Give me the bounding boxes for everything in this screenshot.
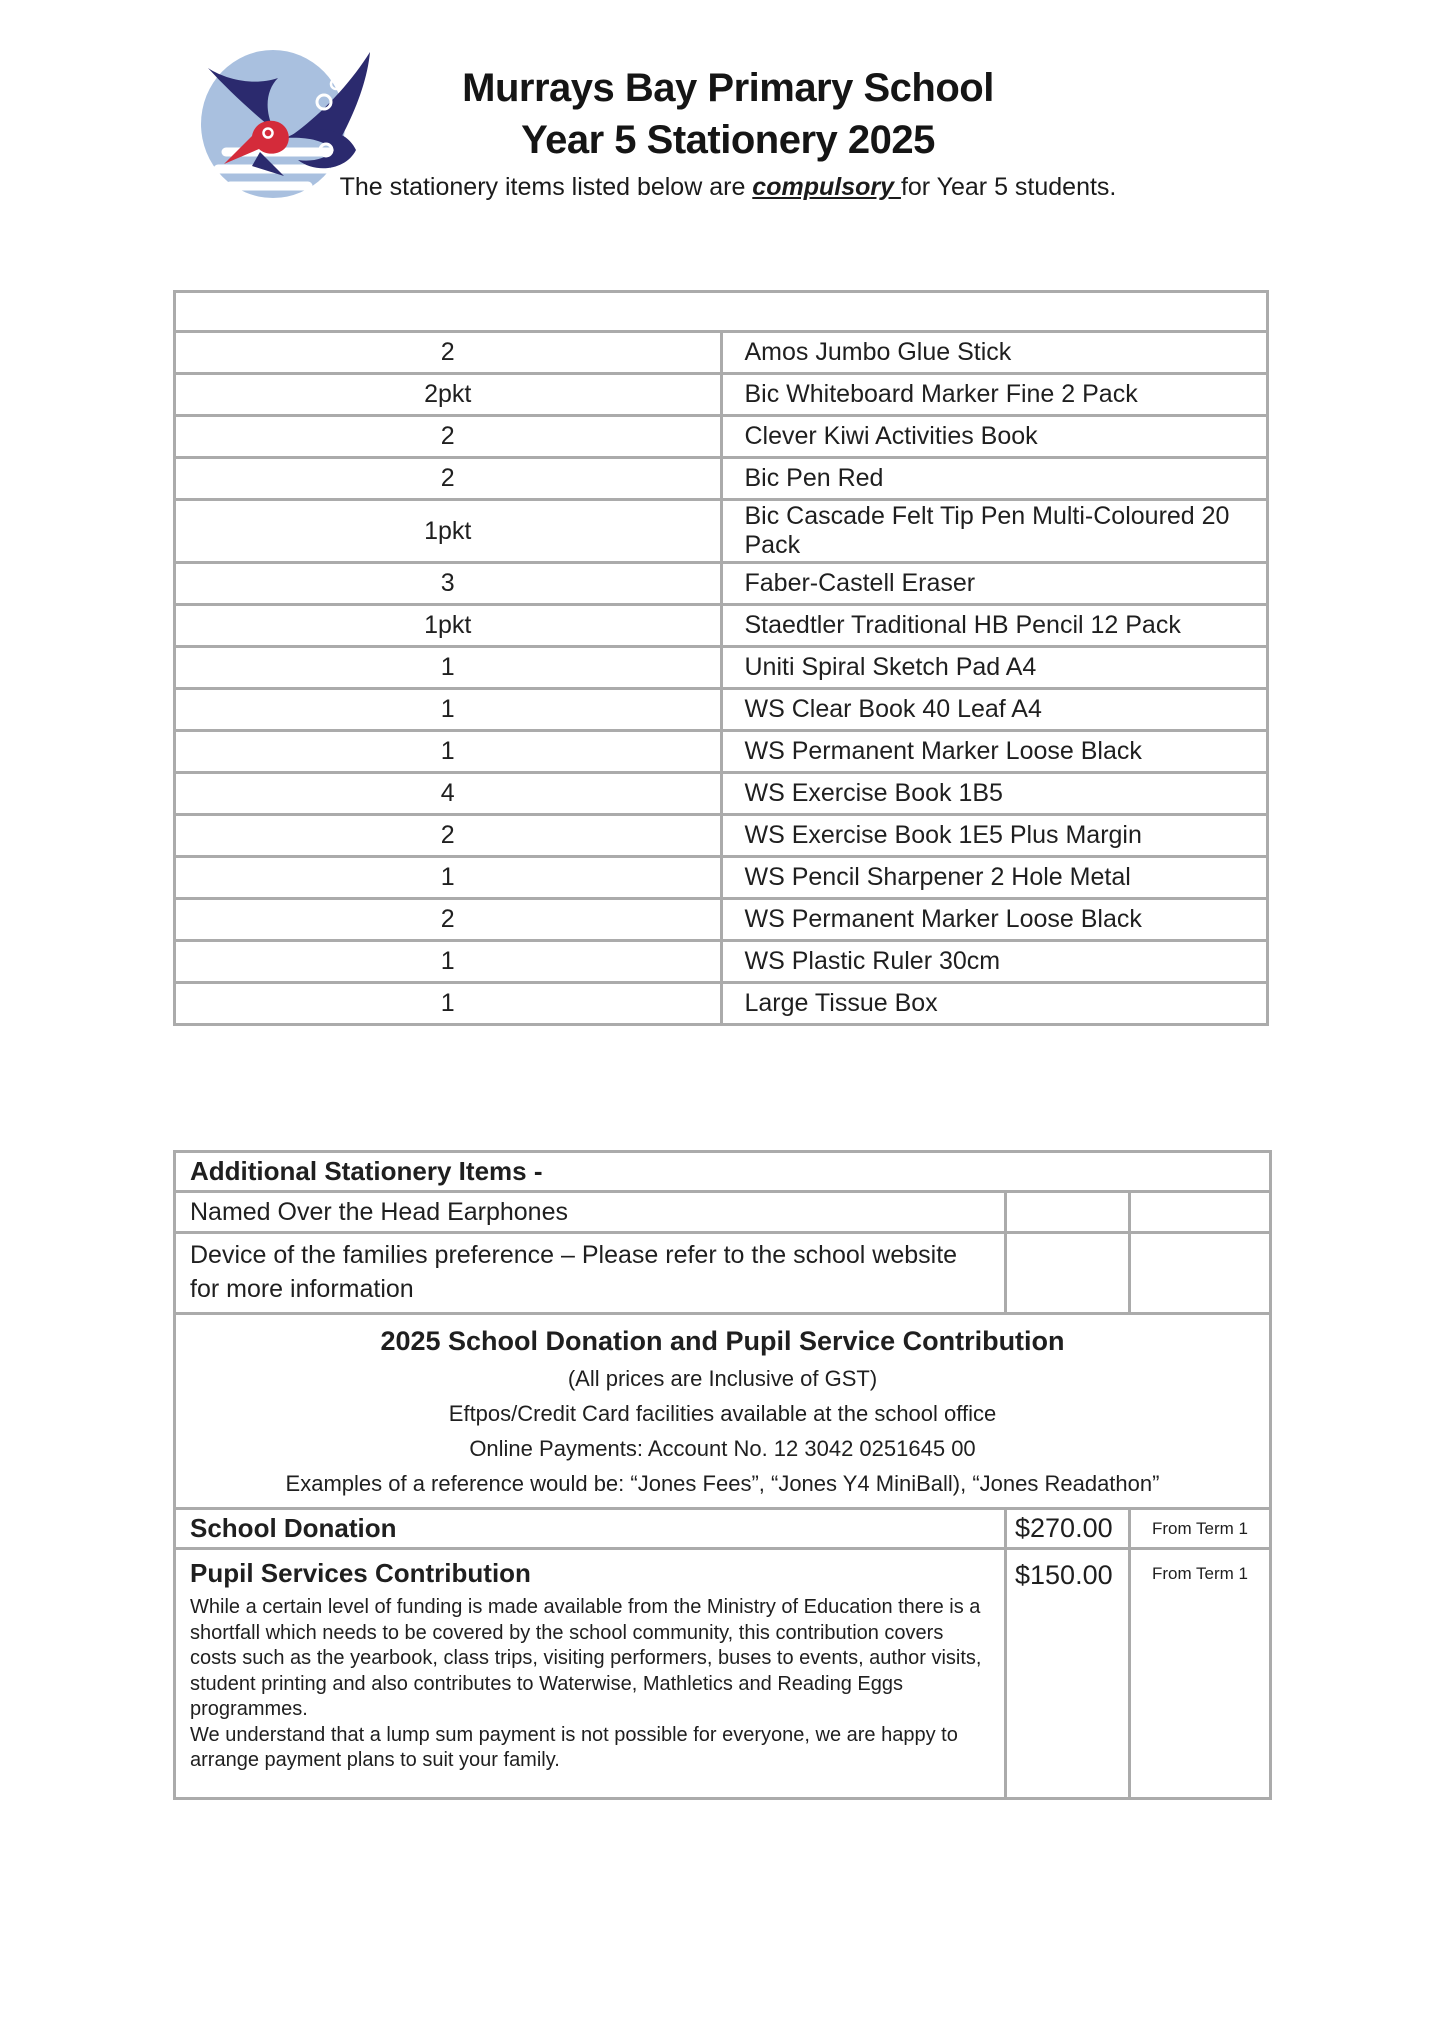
empty-term-cell xyxy=(1130,1233,1271,1314)
donation-line: Eftpos/Credit Card facilities available at the school office xyxy=(448,1401,997,1426)
item-cell: WS Plastic Ruler 30cm xyxy=(721,941,1268,983)
qty-cell: 1 xyxy=(175,941,722,983)
table-row xyxy=(175,500,1268,563)
additional-item-row xyxy=(175,1192,1271,1233)
qty-cell: 1 xyxy=(175,689,722,731)
table-row xyxy=(175,731,1268,773)
page-title-line2: Year 5 Stationery 2025 xyxy=(521,118,935,162)
compulsory-note xyxy=(173,172,1283,202)
qty-cell: 1pkt xyxy=(175,605,722,647)
donation-info-cell xyxy=(175,1314,1271,1509)
item-cell: WS Exercise Book 1E5 Plus Margin xyxy=(721,815,1268,857)
additional-item-cell: Device of the families preference – Please refer to the school website for more information xyxy=(175,1233,1006,1314)
additional-table xyxy=(173,1150,1272,1800)
item-cell: Bic Whiteboard Marker Fine 2 Pack xyxy=(721,374,1268,416)
item-cell: Uniti Spiral Sketch Pad A4 xyxy=(721,647,1268,689)
page-title-line1: Murrays Bay Primary School xyxy=(462,66,994,110)
donation-line: (All prices are Inclusive of GST) xyxy=(567,1366,878,1391)
header xyxy=(173,62,1283,202)
fee-name: School Donation xyxy=(190,1513,397,1543)
note-prefix: The stationery items listed below are xyxy=(339,173,753,201)
table-row xyxy=(175,689,1268,731)
fee-name-cell xyxy=(175,1509,1006,1549)
qty-cell: 2 xyxy=(175,332,722,374)
qty-cell: 1 xyxy=(175,647,722,689)
donation-info-row xyxy=(175,1314,1271,1509)
fee-term: From Term 1 xyxy=(1130,1509,1271,1549)
item-cell: Clever Kiwi Activities Book xyxy=(721,416,1268,458)
additional-item-row xyxy=(175,1233,1271,1314)
table-row xyxy=(175,647,1268,689)
fee-description: While a certain level of funding is made available from the Ministry of Education there is a shortfall which needs to be covered by the school community, this contribution covers costs such as the yearbook, class trips, visiting performers, buses to events, author visits, student printing and also contributes to Waterwise, Mathletics and Reading Eggs programmes. xyxy=(190,1596,982,1720)
fee-row xyxy=(175,1549,1271,1799)
item-cell: WS Pencil Sharpener 2 Hole Metal xyxy=(721,857,1268,899)
item-cell: WS Permanent Marker Loose Black xyxy=(721,731,1268,773)
table-row xyxy=(175,332,1268,374)
qty-cell: 1 xyxy=(175,731,722,773)
item-cell: Staedtler Traditional HB Pencil 12 Pack xyxy=(721,605,1268,647)
table-row xyxy=(175,983,1268,1025)
additional-heading-cell: Additional Stationery Items - xyxy=(175,1152,1271,1192)
fee-amount: $150.00 xyxy=(1006,1549,1130,1799)
qty-cell: 1pkt xyxy=(175,500,722,563)
qty-cell: 1 xyxy=(175,857,722,899)
fee-name-cell xyxy=(175,1549,1006,1799)
qty-cell: 2 xyxy=(175,416,722,458)
table-row xyxy=(175,416,1268,458)
additional-item-cell: Named Over the Head Earphones xyxy=(175,1192,1006,1233)
item-cell: WS Exercise Book 1B5 xyxy=(721,773,1268,815)
empty-price-cell xyxy=(1006,1233,1130,1314)
table-row xyxy=(175,815,1268,857)
fee-term: From Term 1 xyxy=(1130,1549,1271,1799)
stationery-header-cell xyxy=(175,292,1268,332)
donation-title: 2025 School Donation and Pupil Service Contribution xyxy=(380,1326,1065,1356)
donation-line: Online Payments: Account No. 12 3042 0251645 00 xyxy=(469,1436,976,1461)
qty-cell: 2pkt xyxy=(175,374,722,416)
table-row xyxy=(175,458,1268,500)
item-cell: WS Permanent Marker Loose Black xyxy=(721,899,1268,941)
stationery-table xyxy=(173,290,1269,1026)
fee-row xyxy=(175,1509,1271,1549)
empty-term-cell xyxy=(1130,1192,1271,1233)
note-suffix: for Year 5 students. xyxy=(900,173,1117,201)
stationery-header-row xyxy=(175,292,1268,332)
item-cell: Bic Pen Red xyxy=(721,458,1268,500)
table-row xyxy=(175,605,1268,647)
table-row xyxy=(175,941,1268,983)
item-cell: Large Tissue Box xyxy=(721,983,1268,1025)
item-cell: Amos Jumbo Glue Stick xyxy=(721,332,1268,374)
item-cell: Bic Cascade Felt Tip Pen Multi-Coloured 20 Pack xyxy=(721,500,1268,563)
fee-name: Pupil Services Contribution xyxy=(190,1558,531,1588)
table-row xyxy=(175,374,1268,416)
qty-cell: 2 xyxy=(175,815,722,857)
table-row xyxy=(175,563,1268,605)
donation-line: Examples of a reference would be: “Jones Fees”, “Jones Y4 MiniBall), “Jones Readathon” xyxy=(285,1471,1160,1496)
fee-note: We understand that a lump sum payment is not possible for everyone, we are happy to arrange payment plans to suit your family. xyxy=(190,1723,958,1771)
table-row xyxy=(175,899,1268,941)
table-row xyxy=(175,773,1268,815)
empty-price-cell xyxy=(1006,1192,1130,1233)
additional-heading-row xyxy=(175,1152,1271,1192)
qty-cell: 3 xyxy=(175,563,722,605)
item-cell: Faber-Castell Eraser xyxy=(721,563,1268,605)
item-cell: WS Clear Book 40 Leaf A4 xyxy=(721,689,1268,731)
fee-amount: $270.00 xyxy=(1006,1509,1130,1549)
qty-cell: 2 xyxy=(175,458,722,500)
qty-cell: 2 xyxy=(175,899,722,941)
table-row xyxy=(175,857,1268,899)
qty-cell: 4 xyxy=(175,773,722,815)
qty-cell: 1 xyxy=(175,983,722,1025)
note-emphasis: compulsory xyxy=(752,173,901,201)
